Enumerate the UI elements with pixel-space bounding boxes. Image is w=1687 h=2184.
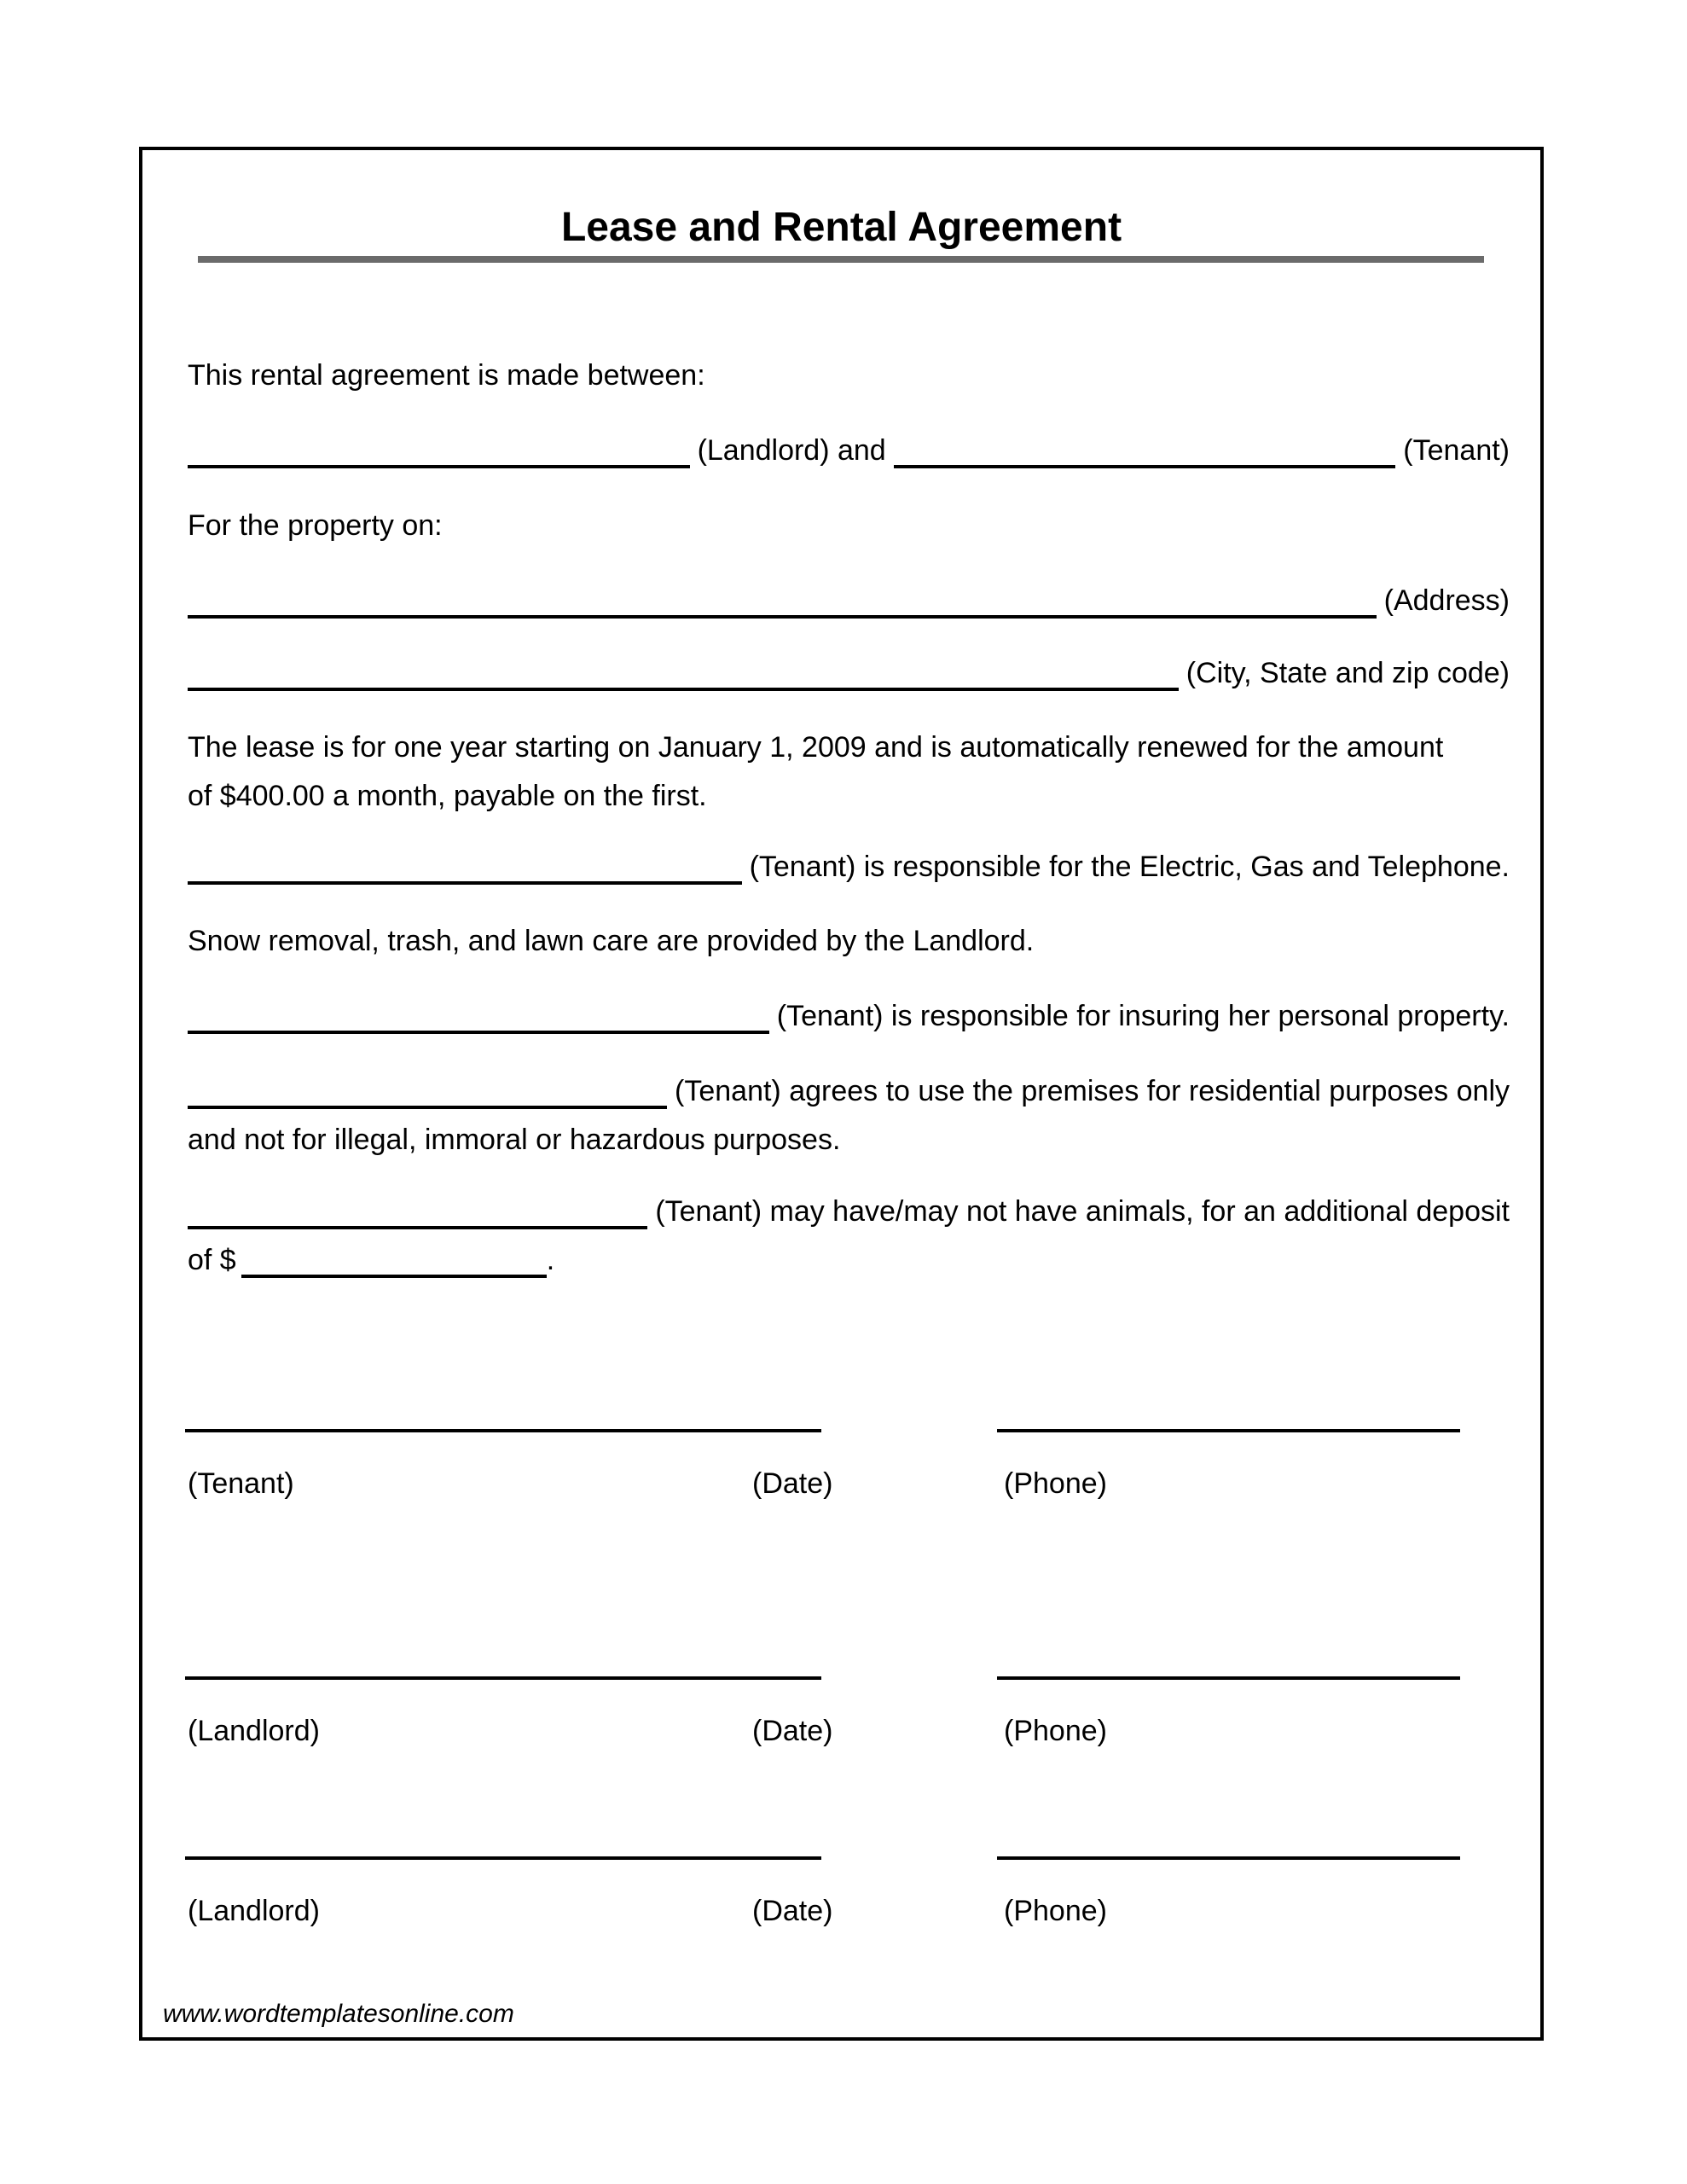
deposit-prefix: of $ [188, 1244, 236, 1276]
address-label: (Address) [1383, 584, 1510, 617]
tenant-utilities-field[interactable] [188, 843, 742, 885]
signer-label: (Tenant) [188, 1467, 294, 1500]
signature-row-1-labels [188, 1460, 1510, 1508]
signature-row-1-lines [188, 1429, 1510, 1432]
landlord-signature-date-line[interactable] [185, 1676, 821, 1680]
deposit-period: . [546, 1244, 555, 1276]
signer-label: (Landlord) [188, 1895, 320, 1927]
date-label: (Date) [752, 1467, 833, 1500]
city-label: (City, State and zip code) [1186, 657, 1510, 689]
landlord-phone-line[interactable] [997, 1676, 1460, 1680]
tenant-premises-field[interactable] [188, 1067, 667, 1109]
insurance-label: (Tenant) is responsible for insuring her personal property. [776, 1000, 1510, 1032]
phone-label: (Phone) [1004, 1895, 1107, 1927]
signature-row-3-labels [188, 1887, 1510, 1936]
parties-line [188, 427, 1510, 475]
utilities-line [188, 843, 1510, 892]
signature-row-3-lines [188, 1856, 1510, 1860]
date-label: (Date) [752, 1715, 833, 1747]
animals-paragraph [188, 1188, 1510, 1285]
animals-line2 [188, 1236, 1510, 1285]
phone-label: (Phone) [1004, 1715, 1107, 1747]
animals-line1 [188, 1188, 1510, 1236]
tenant-animals-field[interactable] [188, 1188, 647, 1229]
premises-line1 [188, 1067, 1510, 1116]
insurance-line [188, 992, 1510, 1041]
premises-line2: and not for illegal, immoral or hazardous purposes. [188, 1124, 841, 1156]
landlord-label: (Landlord) and [697, 434, 886, 467]
signer-label: (Landlord) [188, 1715, 320, 1747]
tenant-insurance-field[interactable] [188, 992, 769, 1034]
tenant-signature-date-line[interactable] [185, 1429, 821, 1432]
address-field[interactable] [188, 577, 1377, 619]
deposit-amount-field[interactable] [241, 1236, 547, 1278]
document-content [142, 150, 1540, 2037]
lease-terms-line2: of $400.00 a month, payable on the first. [188, 780, 707, 812]
city-line [188, 649, 1510, 698]
document-border [139, 147, 1544, 2041]
landlord-name-field[interactable] [188, 427, 690, 468]
intro-paragraph: This rental agreement is made between: [188, 359, 705, 392]
property-heading: For the property on: [188, 509, 443, 542]
city-state-zip-field[interactable] [188, 649, 1179, 691]
services-paragraph: Snow removal, trash, and lawn care are provided by the Landlord. [188, 925, 1035, 957]
animals-label: (Tenant) may have/may not have animals, for an additional deposit [655, 1195, 1510, 1228]
lease-terms-paragraph [188, 723, 1510, 821]
premises-label: (Tenant) agrees to use the premises for residential purposes only [675, 1075, 1510, 1107]
page-title: Lease and Rental Agreement [560, 205, 1122, 250]
signature-row-2-labels [188, 1707, 1510, 1756]
tenant-phone-line[interactable] [997, 1429, 1460, 1432]
date-label: (Date) [752, 1895, 833, 1927]
lease-terms-line1: The lease is for one year starting on January 1, 2009 and is automatically renewed for the amount [188, 731, 1444, 764]
website-footer: www.wordtemplatesonline.com [163, 2000, 514, 2028]
utilities-label: (Tenant) is responsible for the Electric, Gas and Telephone. [749, 851, 1510, 883]
title-rule [198, 256, 1484, 263]
address-line [188, 577, 1510, 625]
landlord2-signature-date-line[interactable] [185, 1856, 821, 1860]
tenant-name-field[interactable] [894, 427, 1396, 468]
phone-label: (Phone) [1004, 1467, 1107, 1500]
premises-paragraph [188, 1067, 1510, 1165]
landlord2-phone-line[interactable] [997, 1856, 1460, 1860]
signature-row-2-lines [188, 1676, 1510, 1680]
tenant-label: (Tenant) [1403, 434, 1510, 467]
